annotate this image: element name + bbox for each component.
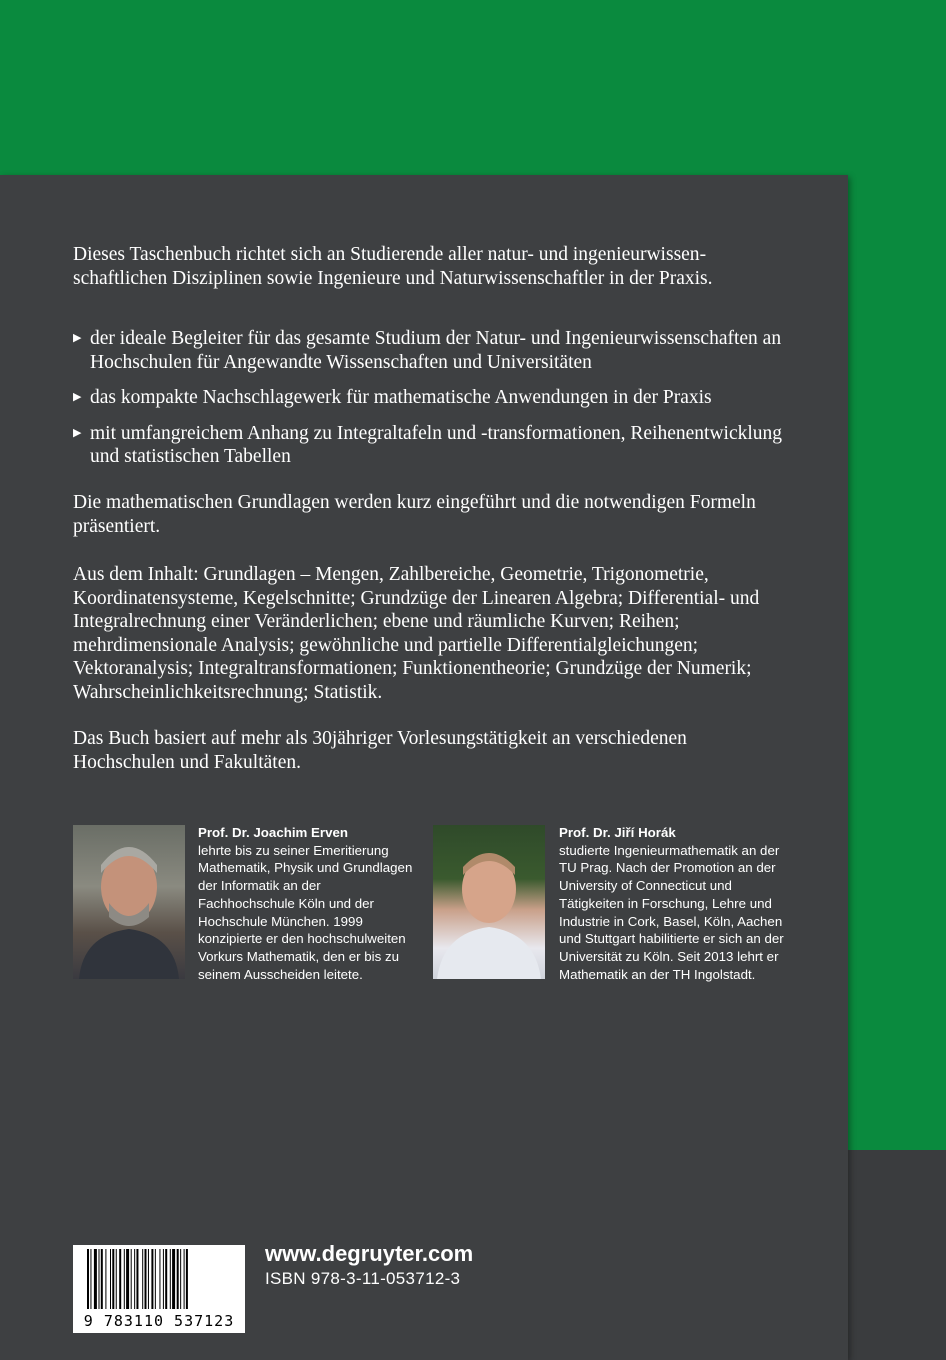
barcode-bar	[180, 1249, 181, 1309]
experience-paragraph: Das Buch basiert auf mehr als 30jähriger Vorlesungstätigkeit an verschiedenen Hochschulen und Fakultäten.	[73, 728, 687, 773]
barcode-bar	[105, 1249, 106, 1309]
barcode-bar	[177, 1249, 179, 1309]
author2-bio: studierte Ingenieurmathematik an der TU Prag. Nach der Promotion an der University of Connecticut und Tätigkeiten in Forschung, Lehre und Industrie in Cork, Basel, Köln, Aachen und Stuttgart habilitierte er sich an der Universität zu Köln. Seit 2013 lehrt er Mathematik an der TH Ingolstadt.	[559, 842, 784, 982]
barcode-bar	[112, 1249, 114, 1309]
barcode-bar	[126, 1249, 129, 1309]
bullet-triangle-icon: ▶	[73, 332, 82, 344]
barcode-bar	[184, 1249, 185, 1309]
barcode-icon	[73, 1245, 245, 1313]
isbn-barcode	[73, 1245, 245, 1333]
barcode-bar	[124, 1249, 125, 1309]
feature-item	[73, 327, 783, 374]
barcode-bar	[131, 1249, 132, 1309]
barcode-bar	[142, 1249, 143, 1309]
barcode-bar	[163, 1249, 164, 1309]
contents-paragraph: Aus dem Inhalt: Grundlagen – Mengen, Zahlbereiche, Geometrie, Trigonometrie, Koordinatensysteme, Kegelschnitte; Grundzüge der Linearen Algebra; Differential- und Integralrechnung einer Veränderlichen; ebene und räumliche Kurven; Reihen; mehrdimensionale Analysis; gewöhnliche und partielle Differentialgleichungen; Vektoranalysis; Integraltransformationen; Funktionentheorie; Grundzüge der Numerik; Wahrscheinlichkeitsrechnung; Statistik.	[73, 564, 760, 703]
author1-portrait-icon	[73, 825, 185, 979]
barcode-bar	[148, 1249, 149, 1309]
author2-portrait-icon	[433, 825, 545, 979]
author1-bio-block	[198, 824, 413, 983]
barcode-bar	[172, 1249, 175, 1309]
author2-name: Prof. Dr. Jiří Horák	[559, 825, 676, 840]
author1-bio: lehrte bis zu seiner Emeritierung Mathematik, Physik und Grundlagen der Informatik an der Fachhochschule Köln und der Hochschule München. 1999 konzipierte er den hochschulweiten Vorkurs Mathematik, den er bis zu seinem Ausscheiden leitete.	[198, 842, 413, 982]
feature-text: der ideale Begleiter für das gesamte Studium der Natur- und Ingenieurwissenschaften an Hochschulen für Angewandte Wissenschaften und Universitäten	[90, 328, 782, 373]
bullet-triangle-icon: ▶	[73, 426, 82, 439]
barcode-bar	[116, 1249, 117, 1309]
feature-item	[73, 386, 783, 410]
barcode-bar	[155, 1249, 156, 1309]
barcode-bar	[170, 1249, 171, 1309]
author2-bio-block	[559, 824, 789, 983]
bullet-triangle-icon: ▶	[73, 391, 82, 403]
green-top-band	[0, 0, 946, 175]
author1-name: Prof. Dr. Joachim Erven	[198, 825, 349, 840]
barcode-bar	[165, 1249, 167, 1309]
isbn-number: ISBN 978-3-11-053712-3	[265, 1269, 461, 1288]
feature-text: mit umfangreichem Anhang zu Integraltafeln und -transformationen, Reihenentwicklung und statistischen Tabellen	[90, 422, 783, 467]
feature-item	[73, 422, 783, 469]
author1-photo	[73, 825, 185, 979]
barcode-bar	[145, 1249, 147, 1309]
barcode-bar	[99, 1249, 100, 1309]
feature-list	[73, 327, 783, 481]
feature-text: das kompakte Nachschlagewerk für mathematische Anwendungen in der Praxis	[90, 387, 712, 408]
barcode-bar	[110, 1249, 111, 1309]
barcode-bar	[151, 1249, 153, 1309]
barcode-bar	[119, 1249, 121, 1309]
intro-paragraph: Dieses Taschenbuch richtet sich an Studierende aller natur- und ingenieurwissenschaftlichen Disziplinen sowie Ingenieure und Naturwissenschaftler in der Praxis.	[73, 244, 713, 289]
barcode-bar	[159, 1249, 160, 1309]
barcode-bar	[134, 1249, 135, 1309]
barcode-bar	[136, 1249, 138, 1309]
barcode-bar	[94, 1249, 97, 1309]
author2-photo	[433, 825, 545, 979]
publisher-url[interactable]: www.degruyter.com	[265, 1241, 474, 1266]
barcode-bar	[90, 1249, 91, 1309]
barcode-digits: 9 783110 537123	[83, 1312, 235, 1330]
barcode-bar	[87, 1249, 89, 1309]
green-right-band	[848, 175, 946, 1150]
barcode-bar	[186, 1249, 188, 1309]
basics-paragraph: Die mathematischen Grundlagen werden kurz eingeführt und die notwendigen Formeln präsentiert.	[73, 492, 756, 537]
barcode-bar	[101, 1249, 103, 1309]
right-dark-strip	[848, 1150, 946, 1360]
